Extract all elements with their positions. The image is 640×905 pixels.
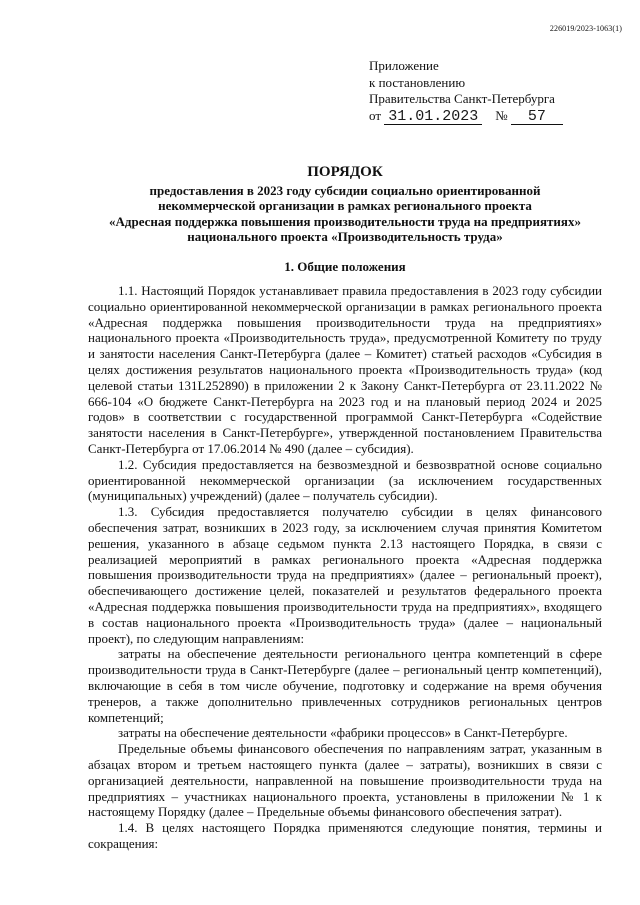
date-prefix: от (369, 107, 382, 123)
appendix-line-2: к постановлению (369, 74, 466, 90)
appendix-date-line (369, 108, 563, 125)
paragraph-1-1: 1.1. Настоящий Порядок устанавливает правила предоставления в 2023 году субсидии социально ориентированной некоммерческой организации в рамках регионального проекта «Адресная поддержка повышения производительности труда на предприятиях» национального проекта «Производительность труда», предусмотренной Комитету по труду и занятости населения Санкт-Петербурга (далее – Комитет) статьей расходов «Субсидия в целях достижения результатов национального проекта «Производительность труда» (код целевой статьи 131L252890) в приложении 2 к Закону Санкт-Петербурга от 23.11.2022 № 666-104 «О бюджете Санкт-Петербурга на 2023 год и на плановый период 2024 и 2025 годов» в соответствии с государственной программой Санкт-Петербурга «Содействие занятости населения в Санкт-Петербурге», утвержденной постановлением Правительства Санкт-Петербурга от 17.06.2014 № 490 (далее – субсидия). (88, 283, 602, 456)
section-heading: 1. Общие положения (284, 259, 406, 274)
title-line-2: некоммерческой организации в рамках регионального проекта (158, 198, 532, 213)
appendix-line-3: Правительства Санкт-Петербурга (369, 91, 555, 106)
document-body (88, 283, 602, 852)
paragraph-1-2: 1.2. Субсидия предоставляется на безвозмездной и безвозвратной основе социально ориентированной некоммерческой организации (за исключением государственных (муниципальных) учреждений) (далее – получатель субсидии). (88, 456, 602, 504)
paragraph-1-3-item-2: затраты на обеспечение деятельности «фабрики процессов» в Санкт-Петербурге. (118, 725, 568, 741)
title-line-3: «Адресная поддержка повышения производительности труда на предприятиях» (109, 213, 581, 229)
title-line-1: предоставления в 2023 году субсидии социально ориентированной (149, 182, 541, 198)
appendix-line-1: Приложение (369, 58, 439, 73)
appendix-block (369, 58, 563, 125)
title-main: ПОРЯДОК (307, 164, 383, 180)
paragraph-1-3: 1.3. Субсидия предоставляется получателю субсидии в целях финансового обеспечения затрат, возникших в 2023 году, за исключением случая принятия Комитетом решения, указанного в абзаце седьмом пункта 2.13 настоящего Порядка, в связи с реализацией мероприятий в рамках регионального проекта «Адресная поддержка повышения производительности труда на предприятиях» (далее – региональный проект), обеспечивающего достижение целей, показателей и результатов федерального проекта «Адресная поддержка повышения производительности труда на предприятиях», входящего в состав национального проекта «Производительность труда» (далее – национальный проект), по следующим направлениям: (88, 504, 602, 646)
number-prefix: № (495, 107, 508, 123)
document-code: 226019/2023-1063(1) (549, 24, 622, 33)
paragraph-1-3-limits: Предельные объемы финансового обеспечения по направлениям затрат, указанным в абзацах втором и третьем настоящего пункта (далее – затраты), возникших в связи с организацией деятельности, направленной на повышение производительности труда на предприятиях – участниках национального проекта, установлены в приложении № 1 к настоящему Порядку (далее – Предельные объемы финансового обеспечения затрат). (88, 741, 602, 820)
handwritten-date: 31.01.2023 (384, 110, 482, 125)
paragraph-1-4: 1.4. В целях настоящего Порядка применяются следующие понятия, термины и сокращения: (88, 820, 602, 851)
handwritten-number: 57 (511, 110, 563, 125)
document-title (80, 165, 610, 245)
paragraph-1-3-item-1: затраты на обеспечение деятельности регионального центра компетенций в сфере производительности труда в Санкт-Петербурге (далее – региональный центр компетенций), включающие в себя в том числе обучение, подготовку и содержание на время обучения тренеров, а также дополнительно привлеченных сотрудников региональных центров компетенций; (88, 646, 602, 725)
title-line-4: национального проекта «Производительность труда» (187, 229, 503, 244)
